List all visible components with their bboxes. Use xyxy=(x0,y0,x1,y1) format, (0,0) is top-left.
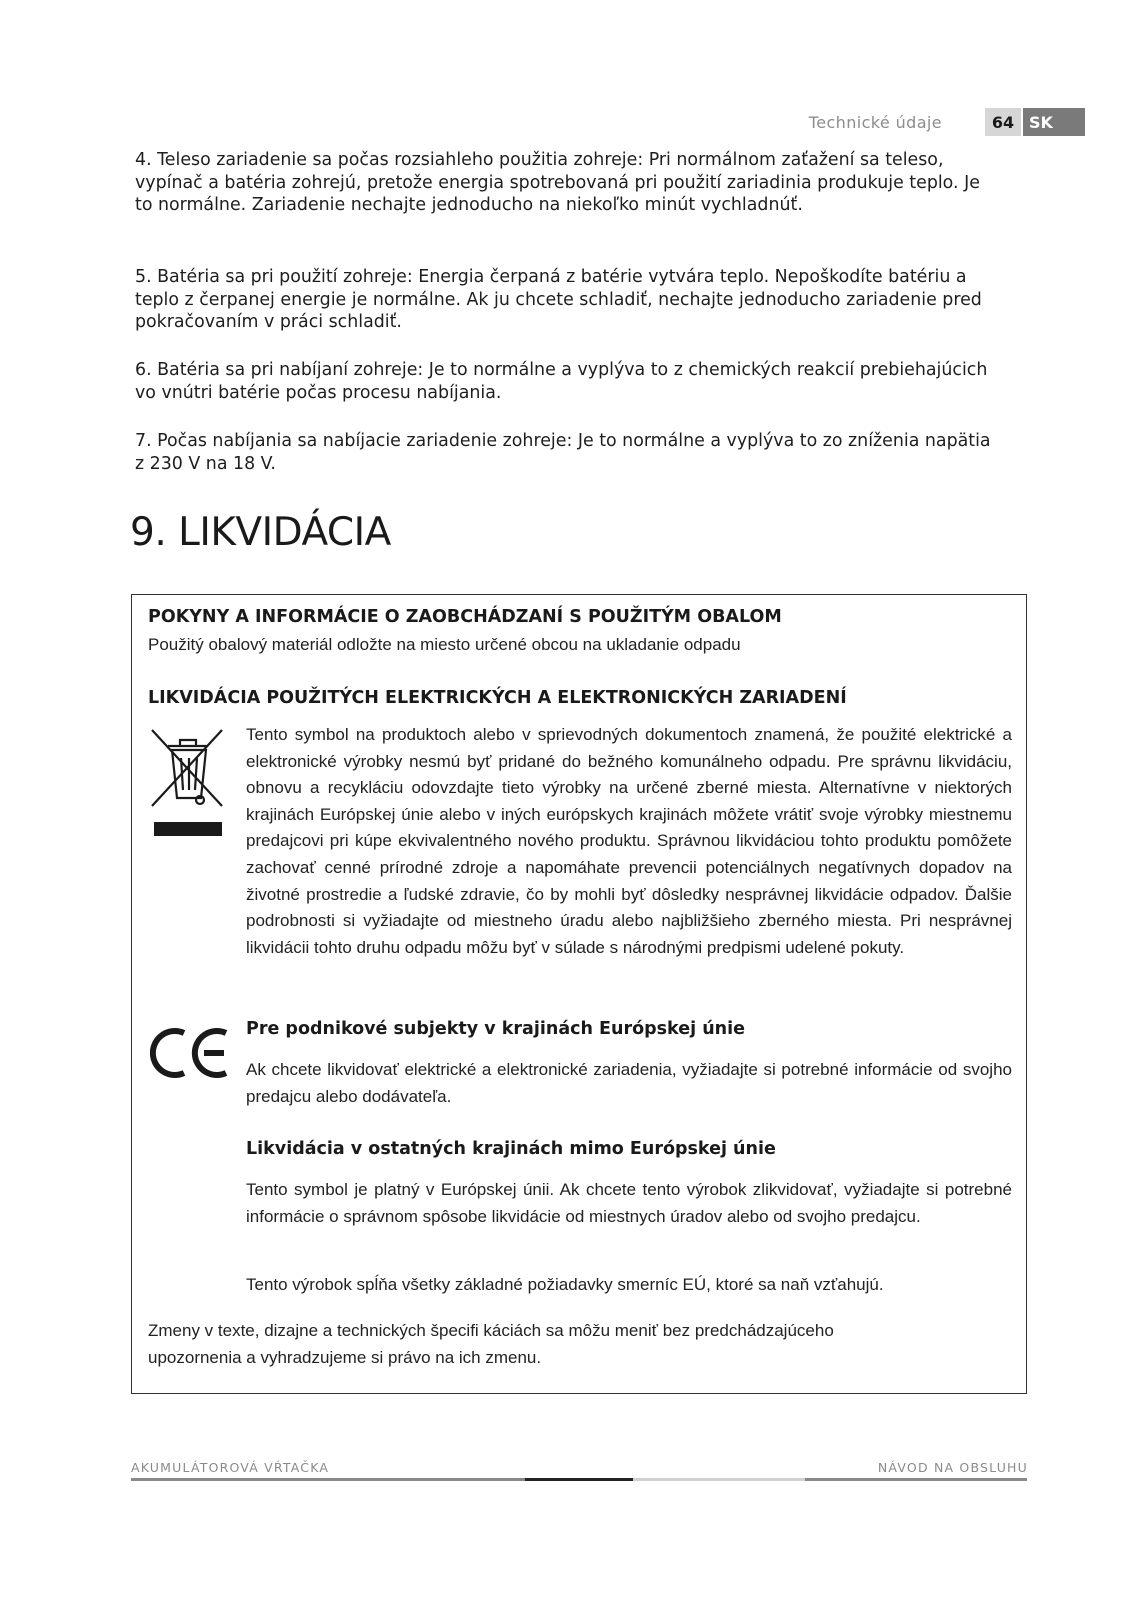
weee-heading: LIKVIDÁCIA POUŽITÝCH ELEKTRICKÝCH A ELEKTRONICKÝCH ZARIADENÍ xyxy=(148,688,847,708)
weee-text: Tento symbol na produktoch alebo v sprievodných dokumentoch znamená, že použité elektrické a elektronické výrobky nesmú byť pridané do bežného komunálneho odpadu. Pre správnu likvidáciu, obnovu a recykláciu odovzdajte tieto výrobky na určené zberné miesta. Alternatívne v niektorých krajinách Európskej únie alebo v iných európskych krajinách môžete vrátiť svoje výrobky miestnemu predajcovi pri kúpe ekvivalentného nového produktu. Správnou likvidáciou tohto produktu pomôžete zachovať cenné prírodné zdroje a napomáhate prevencii potenciálnych negatívnych dopadov na životné prostredie a ľudské zdravie, čo by mohli byť dôsledky nesprávnej likvidácie odpadov. Ďalšie podrobnosti si vyžiadajte od miestneho úradu alebo najbližšieho zberného miesta. Pri nesprávnej likvidácii tohto druhu odpadu môžu byť v súlade s národnými predpismi udelené pokuty. xyxy=(246,725,1012,957)
packaging-heading: POKYNY A INFORMÁCIE O ZAOBCHÁDZANÍ S POUŽITÝM OBALOM xyxy=(148,607,782,627)
section-heading: 9. LIKVIDÁCIA xyxy=(130,510,391,555)
crossed-out-wheelie-bin-icon xyxy=(150,728,226,840)
language-badge: SK xyxy=(1023,108,1085,136)
paragraph-4: 4. Teleso zariadenie sa počas rozsiahleho použitia zohreje: Pri normálnom zaťažení sa teleso, vypínač a batéria zohrejú, pretože energia spotrebovaná pri použití zariadinia produkuje teplo. Je to normálne. Zariadenie nechajte jednoducho na niekoľko minút vychladnúť. xyxy=(135,150,980,215)
footer-bar-mid xyxy=(633,1478,805,1481)
page-number: 64 xyxy=(985,108,1021,136)
non-eu-text: Tento symbol je platný v Európskej únii. Ak chcete tento výrobok zlikvidovať, vyžiadajte si potrebné informácie o správnom spôsobe likvidácie od miestnych úradov alebo od svojho predajcu. xyxy=(246,1180,1012,1226)
eu-business-heading: Pre podnikové subjekty v krajinách Európskej únie xyxy=(246,1019,745,1039)
paragraph-6: 6. Batéria sa pri nabíjaní zohreje: Je to normálne a vyplýva to z chemických reakcií prebiehajúcich vo vnútri batérie počas procesu nabíjania. xyxy=(135,360,988,403)
footer-bar-center xyxy=(525,1478,633,1481)
footer-bar-left xyxy=(131,1478,525,1481)
compliance-text: Tento výrobok spĺňa všetky základné požiadavky smerníc EÚ, ktoré sa naň vzťahujú. xyxy=(246,1275,884,1294)
paragraph-5: 5. Batéria sa pri použití zohreje: Energia čerpaná z batérie vytvára teplo. Nepoškodíte batériu a teplo z čerpanej energie je normálne. Ak ju chcete schladiť, nechajte jednoducho zariadenie pred pokračovaním v práci schladiť. xyxy=(135,267,982,332)
non-eu-heading: Likvidácia v ostatných krajinách mimo Európskej únie xyxy=(246,1139,776,1159)
footer-manual-name: NÁVOD NA OBSLUHU xyxy=(877,1460,1028,1475)
ce-mark-icon xyxy=(150,1025,230,1081)
header-section-title: Technické údaje xyxy=(808,113,942,132)
footer-product-name: AKUMULÁTOROVÁ VŔTAČKA xyxy=(131,1460,330,1475)
eu-business-text: Ak chcete likvidovať elektrické a elektronické zariadenia, vyžiadajte si potrebné informácie od svojho predajcu alebo dodávateľa. xyxy=(246,1060,1012,1106)
paragraph-7: 7. Počas nabíjania sa nabíjacie zariadenie zohreje: Je to normálne a vyplýva to zo zníženia napätia z 230 V na 18 V. xyxy=(135,431,991,474)
packaging-text: Použitý obalový materiál odložte na miesto určené obcou na ukladanie odpadu xyxy=(148,635,741,654)
disclaimer-text: Zmeny v texte, dizajne a technických špecifi káciách sa môžu meniť bez predchádzajúceho upozornenia a vyhradzujeme si právo na ich zmenu. xyxy=(148,1321,834,1367)
footer-bar-right xyxy=(805,1478,1027,1481)
